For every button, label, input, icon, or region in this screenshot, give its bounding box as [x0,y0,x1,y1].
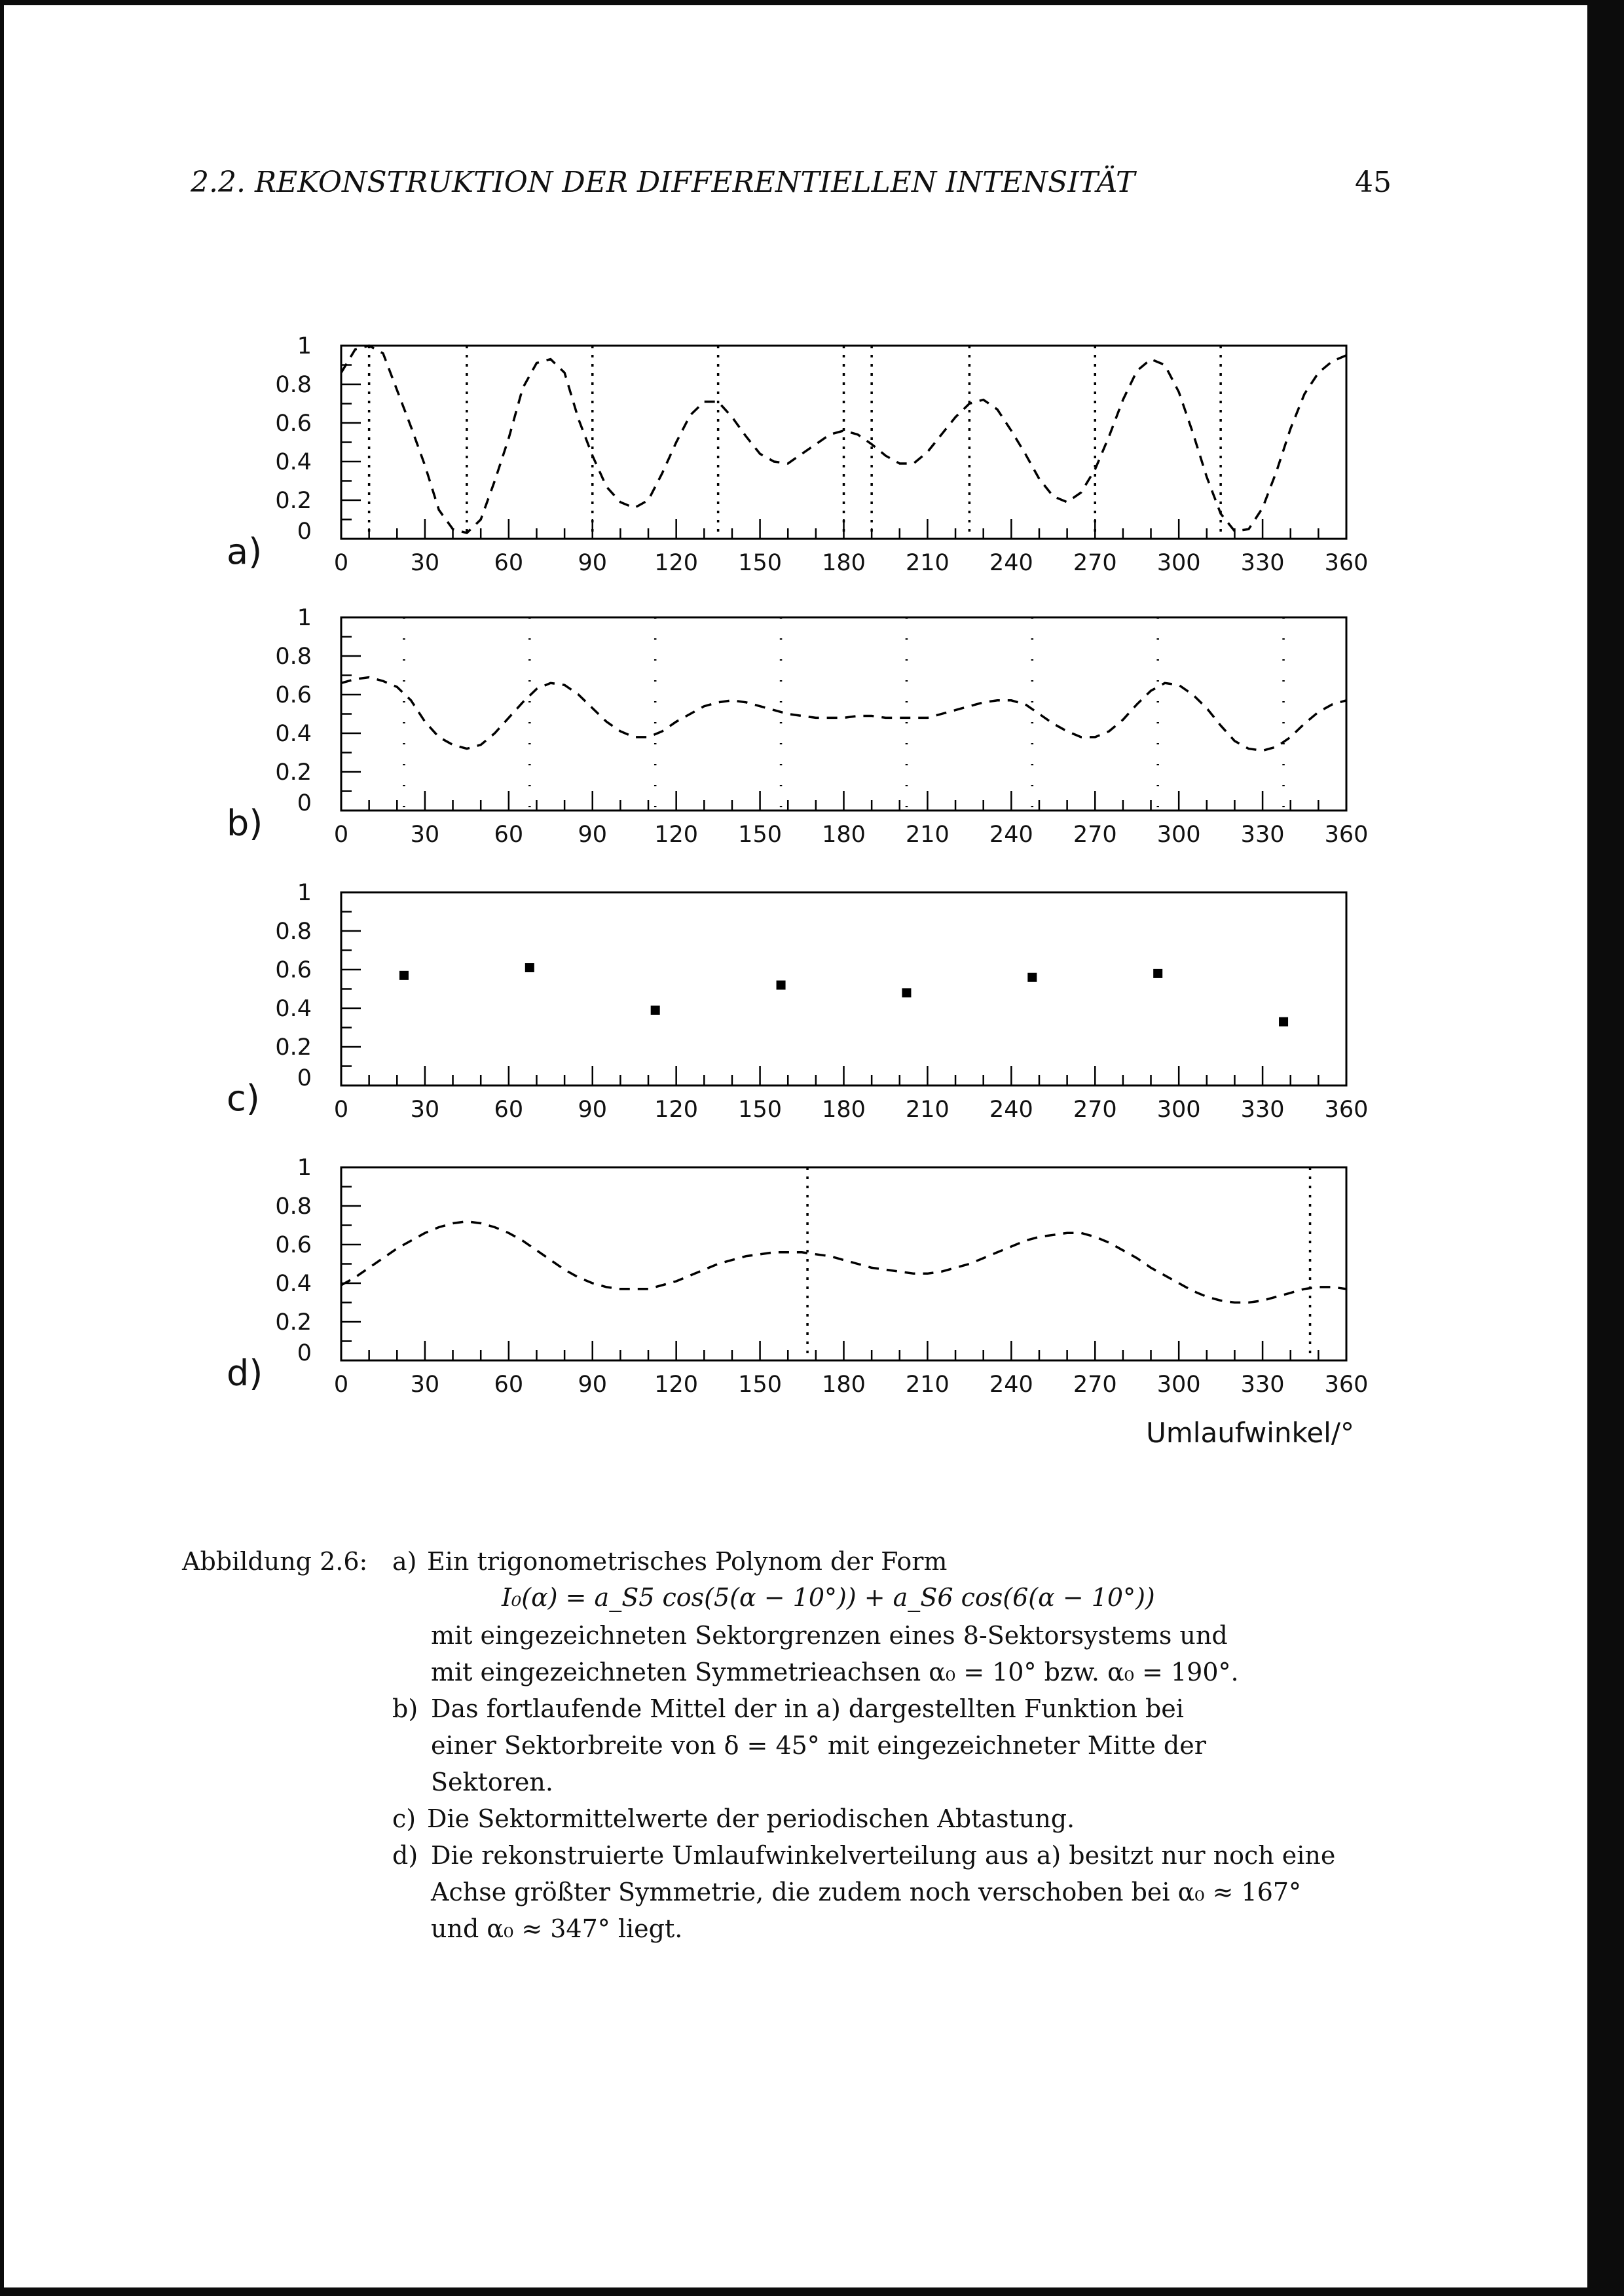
panel-label: a) [227,531,263,572]
x-tick-label: 30 [410,550,440,576]
caption-b-label: b) [392,1694,418,1723]
x-tick-label: 300 [1156,822,1201,848]
data-point [1153,969,1162,978]
x-tick-label: 360 [1324,550,1369,576]
y-tick-label: 0.4 [275,449,312,475]
x-tick-label: 270 [1073,822,1117,848]
x-tick-label: 0 [333,1372,349,1398]
page [4,5,1587,2287]
caption-d-line2: Achse größter Symmetrie, die zudem noch verschoben bei α₀ ≈ 167° [431,1878,1302,1906]
x-tick-label: 60 [494,822,524,848]
chart-panel-3 [227,880,1368,1123]
y-tick-label: 0.6 [275,957,312,983]
x-tick-label: 210 [906,1097,950,1123]
data-point [902,988,911,997]
x-tick-label: 180 [822,550,866,576]
y-tick-label: 1 [297,880,312,906]
x-tick-label: 270 [1073,1097,1117,1123]
x-tick-label: 150 [738,1372,782,1398]
y-tick-label: 0.8 [275,919,312,945]
y-tick-label: 0 [297,1340,312,1366]
running-header: 2.2. REKONSTRUKTION DER DIFFERENTIELLEN INTENSITÄT [191,166,1135,199]
x-tick-label: 300 [1156,550,1201,576]
y-tick-label: 1 [297,333,312,359]
caption-a-label: a) [392,1547,417,1576]
y-tick-label: 0.6 [275,1232,312,1258]
x-tick-label: 150 [738,822,782,848]
chart-panel-1 [227,333,1368,576]
y-tick-label: 0.8 [275,372,312,398]
x-tick-label: 90 [578,550,608,576]
caption-lead: Abbildung 2.6: [182,1547,368,1576]
x-tick-label: 300 [1156,1097,1201,1123]
caption-d-line3: und α₀ ≈ 347° liegt. [431,1914,683,1943]
x-tick-label: 360 [1324,1097,1369,1123]
data-point [399,971,409,980]
y-tick-label: 0.2 [275,1034,312,1061]
chart-panel-4 [227,1155,1368,1449]
y-tick-label: 0 [297,519,312,545]
panel-label: b) [227,803,263,844]
caption-b-line1: Das fortlaufende Mittel der in a) dargestellten Funktion bei [431,1694,1184,1723]
x-tick-label: 120 [654,1372,699,1398]
y-tick-label: 0 [297,1065,312,1091]
x-tick-label: 0 [333,822,349,848]
x-tick-label: 90 [578,1097,608,1123]
data-curve [341,1222,1346,1303]
x-tick-label: 240 [989,1372,1033,1398]
x-tick-label: 180 [822,1097,866,1123]
x-tick-label: 270 [1073,1372,1117,1398]
data-point [777,981,786,990]
data-point [1279,1017,1288,1027]
x-tick-label: 330 [1240,822,1285,848]
x-tick-label: 240 [989,550,1033,576]
y-tick-label: 0 [297,790,312,816]
x-tick-label: 210 [906,1372,950,1398]
data-point [525,963,534,972]
x-tick-label: 0 [333,550,349,576]
x-tick-label: 120 [654,550,699,576]
caption-a-line3: mit eingezeichneten Sektorgrenzen eines 8-Sektorsystems und [431,1621,1228,1650]
plot-frame [341,892,1346,1085]
panel-label: d) [227,1353,263,1394]
y-tick-label: 0.4 [275,721,312,747]
x-tick-label: 210 [906,550,950,576]
x-tick-label: 240 [989,822,1033,848]
x-tick-label: 300 [1156,1372,1201,1398]
x-tick-label: 90 [578,1372,608,1398]
figure-2-6 [4,5,1587,1576]
y-tick-label: 0.4 [275,1271,312,1297]
caption-d-label: d) [392,1841,418,1870]
caption-a-line1: Ein trigonometrisches Polynom der Form [427,1547,948,1576]
x-tick-label: 180 [822,1372,866,1398]
x-tick-label: 180 [822,822,866,848]
x-tick-label: 330 [1240,1097,1285,1123]
y-tick-label: 1 [297,605,312,631]
caption-b-line3: Sektoren. [431,1768,553,1796]
data-point [651,1006,660,1015]
y-tick-label: 0.2 [275,488,312,514]
x-tick-label: 360 [1324,1372,1369,1398]
y-tick-label: 0.2 [275,759,312,786]
x-axis-label: Umlaufwinkel/° [1146,1417,1354,1449]
x-tick-label: 360 [1324,822,1369,848]
y-tick-label: 0.8 [275,1194,312,1220]
chart-panel-2 [227,605,1368,848]
y-tick-label: 0.4 [275,996,312,1022]
x-tick-label: 60 [494,550,524,576]
caption-d-line1: Die rekonstruierte Umlaufwinkelverteilung aus a) besitzt nur noch eine [431,1841,1336,1870]
y-tick-label: 0.6 [275,410,312,437]
page-number: 45 [1355,166,1392,199]
x-tick-label: 60 [494,1097,524,1123]
x-tick-label: 240 [989,1097,1033,1123]
y-tick-label: 0.8 [275,644,312,670]
x-tick-label: 90 [578,822,608,848]
x-tick-label: 30 [410,1097,440,1123]
x-tick-label: 330 [1240,1372,1285,1398]
caption-b-line2: einer Sektorbreite von δ = 45° mit eingezeichneter Mitte der [431,1731,1206,1760]
plot-frame [341,1167,1346,1360]
caption-c-label: c) [392,1804,416,1833]
y-tick-label: 1 [297,1155,312,1181]
caption-c-line1: Die Sektormittelwerte der periodischen Abtastung. [427,1804,1075,1833]
x-tick-label: 330 [1240,550,1285,576]
x-tick-label: 150 [738,550,782,576]
x-tick-label: 30 [410,1372,440,1398]
y-tick-label: 0.6 [275,682,312,708]
y-tick-label: 0.2 [275,1309,312,1336]
data-point [1027,973,1037,982]
x-tick-label: 0 [333,1097,349,1123]
data-curve [341,678,1346,751]
caption-formula: I₀(α) = a_S5 cos(5(α − 10°)) + a_S6 cos(6(α − 10°)) [502,1583,1155,1612]
x-tick-label: 150 [738,1097,782,1123]
x-tick-label: 30 [410,822,440,848]
x-tick-label: 60 [494,1372,524,1398]
panel-label: c) [227,1078,260,1119]
caption-a-line4: mit eingezeichneten Symmetrieachsen α₀ = 10° bzw. α₀ = 190°. [431,1658,1239,1686]
x-tick-label: 120 [654,1097,699,1123]
plot-frame [341,617,1346,811]
x-tick-label: 210 [906,822,950,848]
x-tick-label: 270 [1073,550,1117,576]
x-tick-label: 120 [654,822,699,848]
